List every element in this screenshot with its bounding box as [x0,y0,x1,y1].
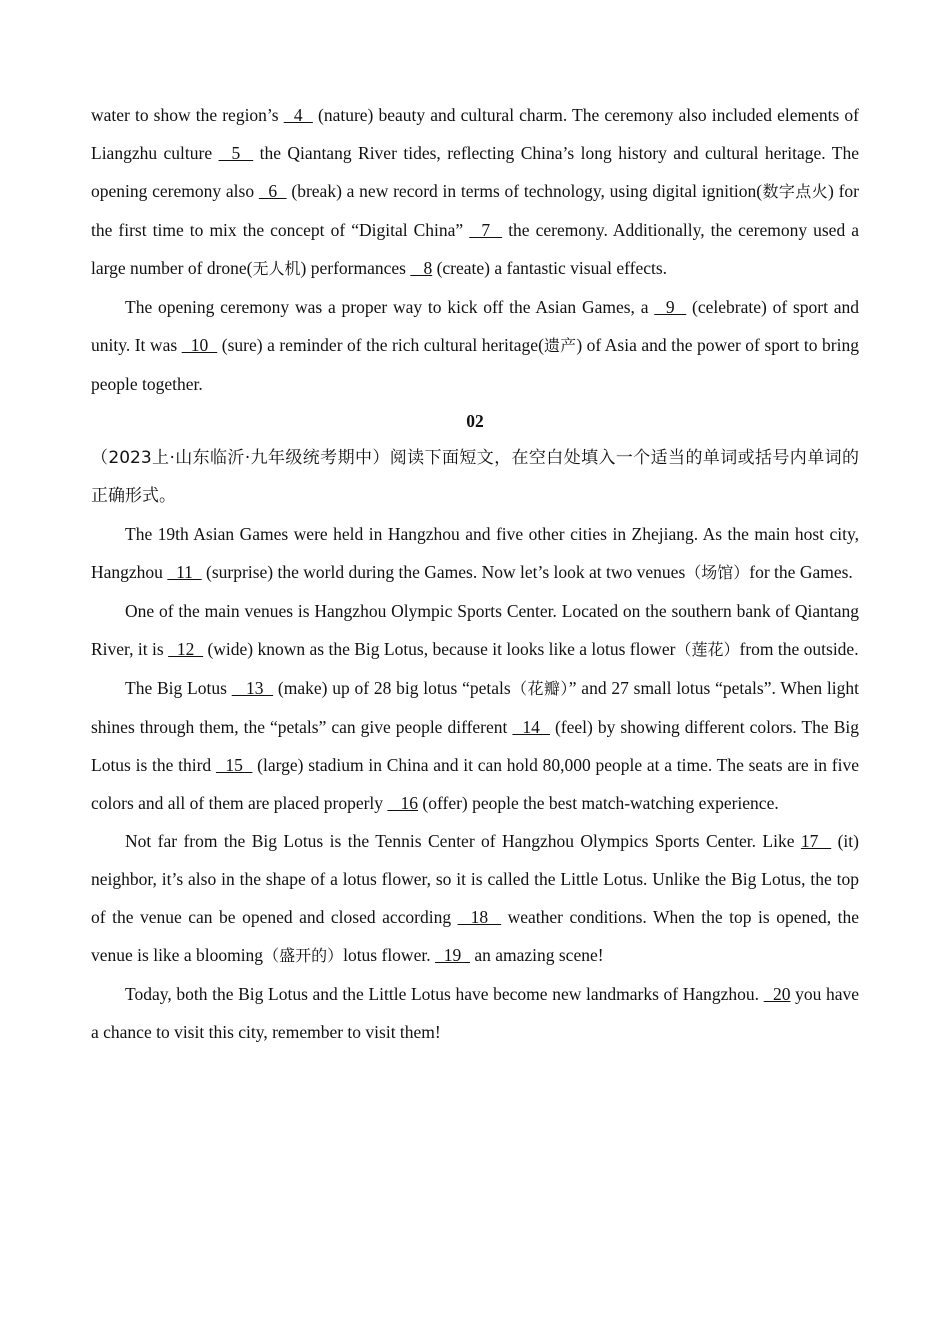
blank-16[interactable]: 16 [387,793,419,813]
text: weather conditions. When the top is opened, the venue is like a blooming [91,907,860,965]
text: ” and 27 small lotus “petals”. When light shines through them, the “petals” can give people different [91,678,859,737]
blank-10[interactable]: 10 [181,335,218,355]
text: (celebrate) of sport and unity. It was [91,297,860,355]
text: an amazing scene! [469,945,604,965]
paragraph-big-lotus [91,669,859,822]
text: ) for the first time to mix the concept of “Digital China” [91,181,859,240]
blank-19[interactable]: 19 [434,945,470,965]
blank-6[interactable]: 6 [258,181,287,201]
text: One of the main venues is Hangzhou Olympic Sports Center. Located on the southern bank of Qiantang River, it is [91,601,859,659]
blank-13[interactable]: 13 [231,678,274,698]
text: for the Games. [749,562,853,582]
blank-4[interactable]: 4 [283,105,313,125]
text: (it) neighbor, it’s also in the shape of a lotus flower, so it is called the Little Lotus. Unlike the Big Lotus, the top of the venue can be opened and closed according [91,831,859,927]
text: (make) up of 28 big lotus “petals [273,678,511,698]
blank-17[interactable]: 17 [800,831,832,851]
text: (nature) beauty and cultural charm. The ceremony also included elements of Liangzhu culture [91,105,859,163]
paragraph-asian-games-intro [91,515,859,592]
text: The Big Lotus [125,678,232,698]
paragraph-ceremony-elements [91,96,859,288]
blank-14[interactable]: 14 [512,717,550,737]
text: (create) a fantastic visual effects. [432,258,668,278]
chinese-gloss: 无人机 [252,259,301,278]
chinese-gloss: （莲花） [675,640,740,659]
text: Not far from the Big Lotus is the Tennis Center of Hangzhou Olympics Sports Center. Like [125,831,801,851]
paragraph-olympic-center [91,592,859,669]
text: from the outside. [739,639,859,659]
chinese-gloss: 数字点火 [762,182,828,201]
blank-15[interactable]: 15 [215,755,253,775]
text: The 19th Asian Games were held in Hangzhou and five other cities in Zhejiang. As the main host city, Hangzhou [91,524,859,582]
text: water to show the region’s [91,105,284,125]
text: lotus flower. [343,945,435,965]
text: (sure) a reminder of the rich cultural heritage( [217,335,544,355]
chinese-gloss: 遗产 [543,336,577,355]
text: ) of Asia and the power of sport to bring people together. [91,335,859,394]
paragraph-landmarks [91,975,859,1051]
blank-18[interactable]: 18 [457,907,502,927]
text: you have a chance to visit this city, remember to visit them! [91,984,860,1042]
text: ) performances [300,258,411,278]
text: (wide) known as the Big Lotus, because it looks like a lotus flower [203,639,676,659]
blank-5[interactable]: 5 [218,143,254,163]
chinese-gloss: （花瓣） [510,679,569,698]
paragraph-little-lotus [91,822,859,975]
text: (large) stadium in China and it can hold 80,000 people at a time. The seats are in five colors and all of them are placed properly [91,755,859,813]
text: (break) a new record in terms of technology, using digital ignition( [286,181,763,201]
blank-8[interactable]: 8 [410,258,433,278]
blank-11[interactable]: 11 [167,562,202,582]
blank-12[interactable]: 12 [168,639,204,659]
text: (offer) people the best match-watching experience. [418,793,779,813]
text: The opening ceremony was a proper way to kick off the Asian Games, a [125,297,655,317]
section-source-instruction: （2023上·山东临沂·九年级统考期中）阅读下面短文，在空白处填入一个适当的单词或括号内单词的正确形式。 [91,448,859,506]
chinese-gloss: （场馆） [685,563,750,582]
paragraph-ceremony-conclusion [91,288,859,403]
blank-20[interactable]: 20 [763,984,791,1004]
chinese-gloss: （盛开的） [263,946,344,965]
text: (feel) by showing different colors. The Big Lotus is the third [91,717,860,775]
text: Today, both the Big Lotus and the Little Lotus have become new landmarks of Hangzhou. [125,984,764,1004]
blank-9[interactable]: 9 [654,297,687,317]
text: (surprise) the world during the Games. Now let’s look at two venues [201,562,686,582]
text: the Qiantang River tides, reflecting China’s long history and cultural heritage. The opening ceremony also [91,143,859,201]
blank-7[interactable]: 7 [469,220,503,240]
section-number: 02 [466,411,484,431]
text: the ceremony. Additionally, the ceremony used a large number of drone( [91,220,860,278]
